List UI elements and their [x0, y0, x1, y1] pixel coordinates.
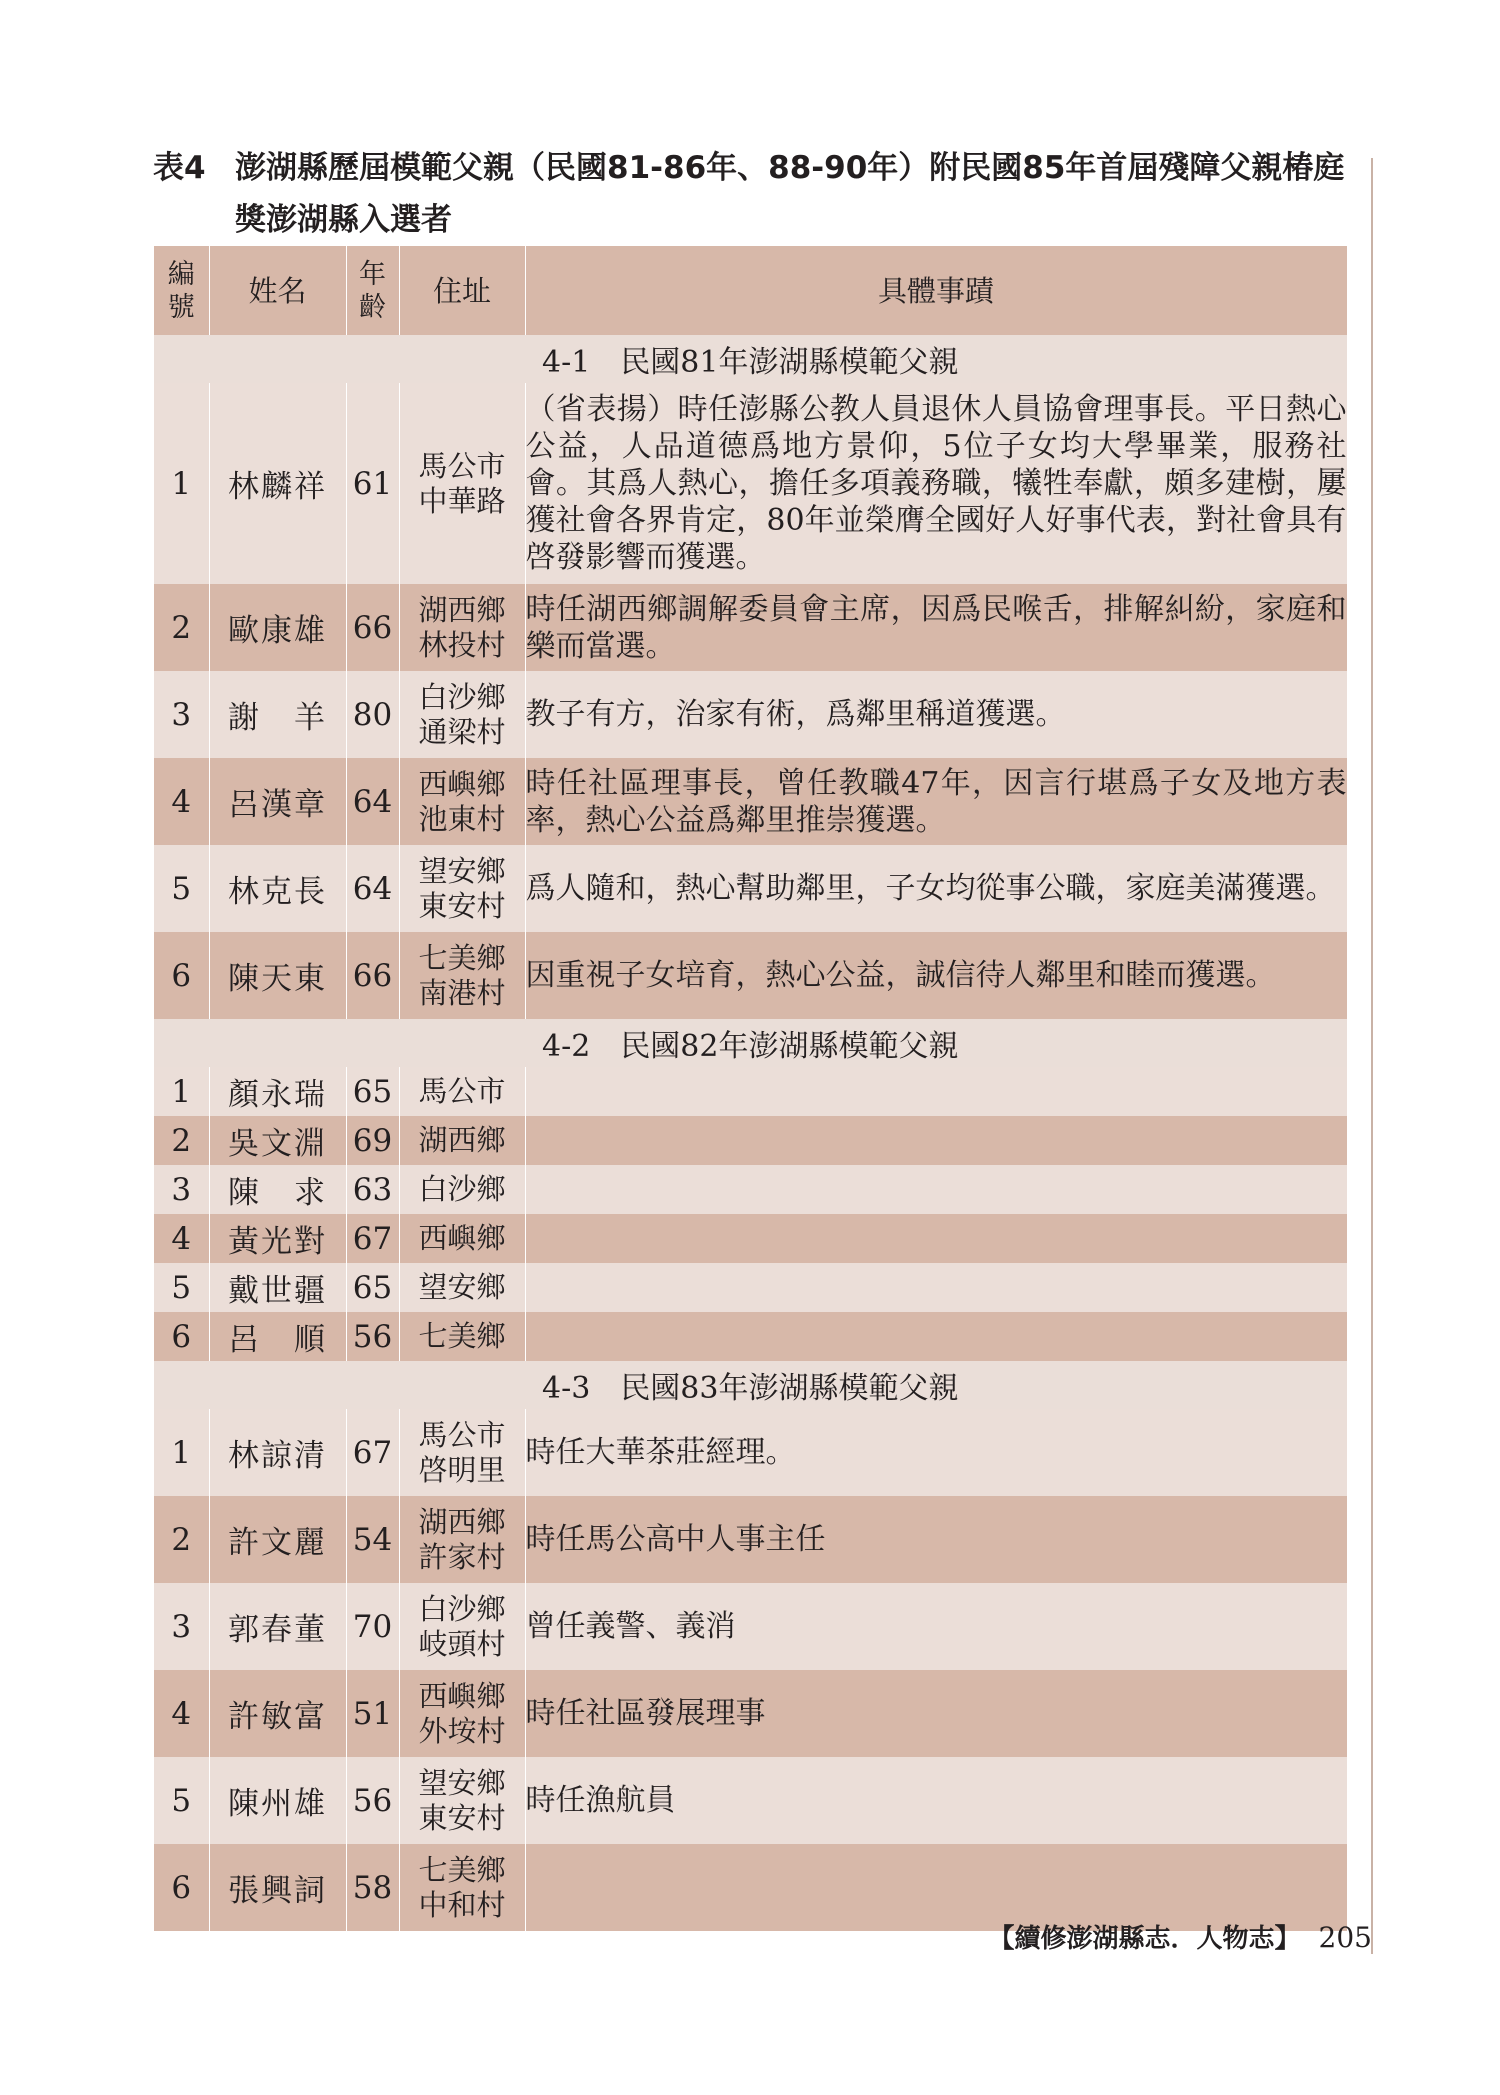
- row-address: [399, 1496, 525, 1583]
- section-title: 民國83年澎湖縣模範父親: [620, 1371, 959, 1406]
- address-line-2: 池東村: [418, 801, 506, 836]
- address-line-1: 望安鄉: [418, 853, 506, 888]
- row-deeds: 時任馬公高中人事主任: [525, 1496, 1347, 1583]
- row-name: 陳州雄: [209, 1757, 346, 1844]
- section-heading: [154, 1361, 1347, 1409]
- row-address: [399, 383, 525, 584]
- address-line-1: 湖西鄉: [418, 1504, 506, 1539]
- row-age: 51: [346, 1670, 399, 1757]
- section-code: 4-3: [542, 1371, 591, 1406]
- address-line-1: 七美鄉: [418, 1852, 506, 1887]
- address-line-2: 中和村: [418, 1887, 506, 1922]
- row-deeds: 因重視子女培育，熱心公益，誠信待人鄰里和睦而獲選。: [525, 932, 1347, 1019]
- table-row: [154, 1670, 1347, 1757]
- address-line-2: 東安村: [418, 888, 506, 923]
- row-number: 2: [154, 1116, 209, 1165]
- page-footer: [989, 1918, 1372, 1955]
- address-line-1: 馬公市: [418, 1074, 506, 1108]
- row-number: 6: [154, 932, 209, 1019]
- row-name: 許敏富: [209, 1670, 346, 1757]
- row-address: [399, 1312, 525, 1361]
- address-line-1: 湖西鄉: [418, 1123, 506, 1157]
- row-address: [399, 1116, 525, 1165]
- row-address: [399, 1067, 525, 1116]
- row-number: 5: [154, 1757, 209, 1844]
- row-address: [399, 671, 525, 758]
- row-name: 顏永瑞: [209, 1067, 346, 1116]
- section-heading-row: [154, 335, 1347, 383]
- row-address: [399, 1409, 525, 1496]
- row-age: 67: [346, 1409, 399, 1496]
- row-name: 謝 羊: [209, 671, 346, 758]
- row-address: [399, 584, 525, 671]
- row-deeds: 曾任義警、義消: [525, 1583, 1347, 1670]
- row-name: 戴世疆: [209, 1263, 346, 1312]
- row-address: [399, 1844, 525, 1931]
- address-line-1: 七美鄉: [418, 940, 506, 975]
- address-line-1: 湖西鄉: [418, 592, 506, 627]
- page-margin-rule: [1371, 158, 1373, 1954]
- address-line-1: 西嶼鄉: [418, 1221, 506, 1255]
- row-age: 64: [346, 758, 399, 845]
- row-name: 黃光對: [209, 1214, 346, 1263]
- row-age: 63: [346, 1165, 399, 1214]
- row-number: 1: [154, 1409, 209, 1496]
- row-age: 80: [346, 671, 399, 758]
- row-address: [399, 932, 525, 1019]
- address-line-1: 白沙鄉: [418, 679, 506, 714]
- row-name: 林克長: [209, 845, 346, 932]
- section-heading: [154, 1019, 1347, 1067]
- address-line-1: 白沙鄉: [418, 1172, 506, 1206]
- row-number: 2: [154, 584, 209, 671]
- row-deeds: [525, 1312, 1347, 1361]
- row-age: 65: [346, 1067, 399, 1116]
- row-deeds: （省表揚）時任澎縣公教人員退休人員協會理事長。平日熱心公益，人品道德爲地方景仰，5位子女均大學畢業，服務社會。其爲人熱心，擔任多項義務職，犧牲奉獻，頗多建樹，屢獲社會各界肯定，80年並榮膺全國好人好事代表，對社會具有啓發影響而獲選。: [525, 383, 1347, 584]
- row-number: 3: [154, 671, 209, 758]
- row-deeds: 時任湖西鄉調解委員會主席，因爲民喉舌，排解糾紛，家庭和樂而當選。: [525, 584, 1347, 671]
- row-number: 1: [154, 383, 209, 584]
- table-title-line1: 澎湖縣歷屆模範父親（民國81-86年、88-90年）附民國85年首屆殘障父親椿庭: [235, 150, 1345, 186]
- address-line-2: 林投村: [418, 627, 506, 662]
- header-age: 年 齡: [346, 246, 399, 335]
- table-caption: [153, 142, 1363, 246]
- row-age: 69: [346, 1116, 399, 1165]
- address-line-1: 馬公市: [418, 1417, 506, 1452]
- section-code: 4-1: [542, 345, 591, 380]
- address-line-2: 岐頭村: [418, 1626, 506, 1661]
- row-number: 4: [154, 758, 209, 845]
- row-age: 54: [346, 1496, 399, 1583]
- row-deeds: 時任漁航員: [525, 1757, 1347, 1844]
- table-row: [154, 1496, 1347, 1583]
- row-deeds: [525, 1214, 1347, 1263]
- table-row: [154, 671, 1347, 758]
- table-number: 表4: [153, 150, 206, 186]
- row-age: 66: [346, 932, 399, 1019]
- row-name: 林諒清: [209, 1409, 346, 1496]
- row-number: 2: [154, 1496, 209, 1583]
- row-address: [399, 1670, 525, 1757]
- row-number: 3: [154, 1583, 209, 1670]
- row-address: [399, 845, 525, 932]
- row-age: 64: [346, 845, 399, 932]
- section-code: 4-2: [542, 1029, 591, 1064]
- address-line-1: 西嶼鄉: [418, 1678, 506, 1713]
- row-deeds: 時任社區發展理事: [525, 1670, 1347, 1757]
- table-row: [154, 932, 1347, 1019]
- row-address: [399, 1214, 525, 1263]
- row-age: 67: [346, 1214, 399, 1263]
- row-number: 6: [154, 1844, 209, 1931]
- row-age: 65: [346, 1263, 399, 1312]
- address-line-1: 白沙鄉: [418, 1591, 506, 1626]
- row-age: 56: [346, 1757, 399, 1844]
- row-address: [399, 1583, 525, 1670]
- model-fathers-table: [154, 246, 1348, 1931]
- address-line-2: 南港村: [418, 975, 506, 1010]
- section-heading-row: [154, 1019, 1347, 1067]
- table-row: [154, 584, 1347, 671]
- row-age: 61: [346, 383, 399, 584]
- row-number: 4: [154, 1214, 209, 1263]
- row-name: 林麟祥: [209, 383, 346, 584]
- address-line-1: 望安鄉: [418, 1270, 506, 1304]
- row-name: 呂 順: [209, 1312, 346, 1361]
- header-address: 住址: [399, 246, 525, 335]
- table-header-row: [154, 246, 1347, 335]
- row-name: 張興詞: [209, 1844, 346, 1931]
- row-age: 70: [346, 1583, 399, 1670]
- row-age: 58: [346, 1844, 399, 1931]
- row-deeds: 時任社區理事長，曾任教職47年，因言行堪爲子女及地方表率，熱心公益爲鄰里推崇獲選。: [525, 758, 1347, 845]
- row-number: 1: [154, 1067, 209, 1116]
- address-line-1: 西嶼鄉: [418, 766, 506, 801]
- row-deeds: [525, 1067, 1347, 1116]
- table-row: [154, 1116, 1347, 1165]
- row-deeds: 時任大華茶莊經理。: [525, 1409, 1347, 1496]
- table-row: [154, 1067, 1347, 1116]
- row-number: 5: [154, 845, 209, 932]
- address-line-2: 啓明里: [418, 1452, 506, 1487]
- book-title: 【續修澎湖縣志．人物志】: [988, 1924, 1301, 1954]
- row-address: [399, 1757, 525, 1844]
- section-title: 民國82年澎湖縣模範父親: [620, 1029, 959, 1064]
- row-name: 呂漢章: [209, 758, 346, 845]
- row-age: 66: [346, 584, 399, 671]
- row-address: [399, 1263, 525, 1312]
- address-line-1: 馬公市: [418, 448, 506, 483]
- table-row: [154, 1263, 1347, 1312]
- row-number: 5: [154, 1263, 209, 1312]
- row-deeds: [525, 1165, 1347, 1214]
- row-deeds: 教子有方，治家有術，爲鄰里稱道獲選。: [525, 671, 1347, 758]
- address-line-2: 外垵村: [418, 1713, 506, 1748]
- row-name: 吳文淵: [209, 1116, 346, 1165]
- table-row: [154, 1165, 1347, 1214]
- row-deeds: 爲人隨和，熱心幫助鄰里，子女均從事公職，家庭美滿獲選。: [525, 845, 1347, 932]
- table-row: [154, 1409, 1347, 1496]
- section-title: 民國81年澎湖縣模範父親: [620, 345, 959, 380]
- row-number: 4: [154, 1670, 209, 1757]
- row-name: 陳 求: [209, 1165, 346, 1214]
- address-line-1: 望安鄉: [418, 1765, 506, 1800]
- page-number: 205: [1318, 1921, 1372, 1954]
- row-address: [399, 758, 525, 845]
- table-row: [154, 383, 1347, 584]
- row-deeds: [525, 1263, 1347, 1312]
- table-title-line2: 獎澎湖縣入選者: [235, 202, 452, 238]
- section-heading-row: [154, 1361, 1347, 1409]
- address-line-1: 七美鄉: [418, 1319, 506, 1353]
- row-deeds: [525, 1116, 1347, 1165]
- row-name: 陳天東: [209, 932, 346, 1019]
- row-number: 3: [154, 1165, 209, 1214]
- row-name: 郭春董: [209, 1583, 346, 1670]
- header-number: 編 號: [154, 246, 209, 335]
- table-row: [154, 758, 1347, 845]
- address-line-2: 東安村: [418, 1800, 506, 1835]
- header-deeds: 具體事蹟: [525, 246, 1347, 335]
- row-name: 歐康雄: [209, 584, 346, 671]
- address-line-2: 通梁村: [418, 714, 506, 749]
- table-row: [154, 1312, 1347, 1361]
- table-row: [154, 845, 1347, 932]
- row-address: [399, 1165, 525, 1214]
- row-name: 許文麗: [209, 1496, 346, 1583]
- row-age: 56: [346, 1312, 399, 1361]
- table-row: [154, 1214, 1347, 1263]
- address-line-2: 中華路: [418, 483, 506, 518]
- section-heading: [154, 335, 1347, 383]
- header-name: 姓名: [209, 246, 346, 335]
- table-row: [154, 1583, 1347, 1670]
- table-row: [154, 1757, 1347, 1844]
- address-line-2: 許家村: [418, 1539, 506, 1574]
- row-number: 6: [154, 1312, 209, 1361]
